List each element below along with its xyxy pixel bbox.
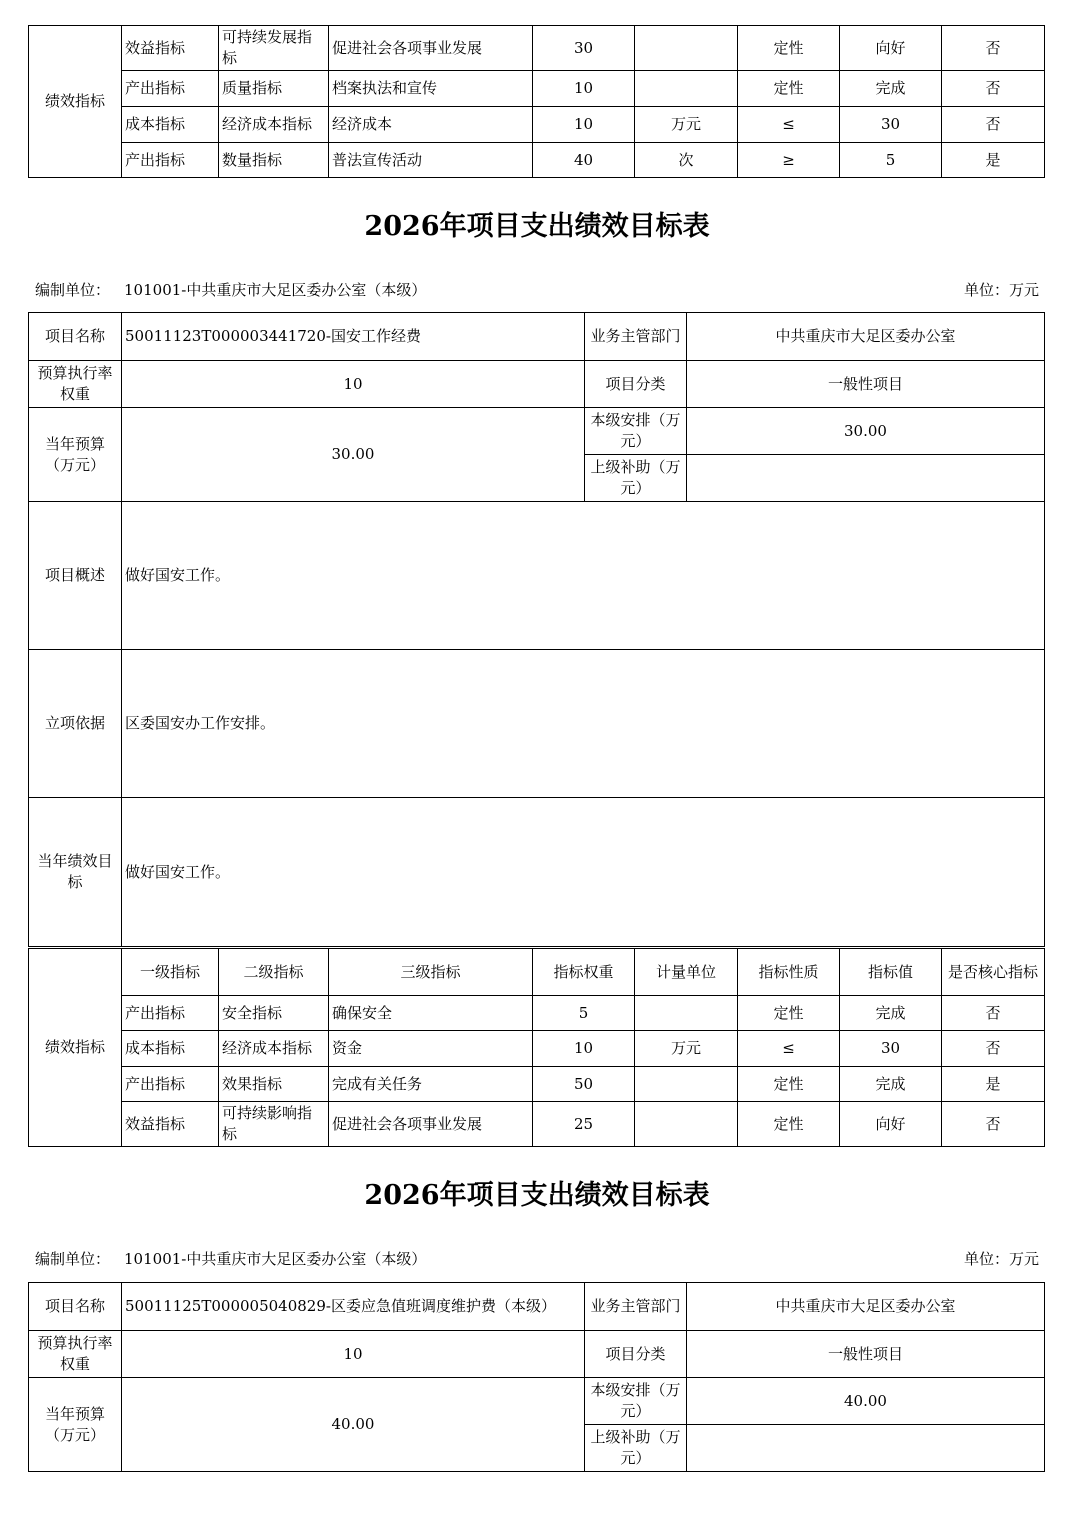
budget-label: 当年预算（万元） [29,408,122,502]
overview-label: 项目概述 [29,502,122,650]
header-level3: 三级指标 [329,949,533,996]
section1-info-table [28,312,1045,947]
section2-org-line [35,1248,1039,1269]
budget-value: 30.00 [122,408,585,502]
header-level1: 一级指标 [122,949,219,996]
project-name-label: 项目名称 [29,1283,122,1331]
value-cell: 5 [840,143,942,178]
dept-label: 业务主管部门 [585,1283,687,1331]
unit-label: 单位：万元 [963,281,1039,299]
nature-cell: 定性 [738,1067,840,1102]
core-cell: 否 [942,26,1045,71]
dept-value: 中共重庆市大足区委办公室 [687,313,1045,361]
value-cell: 30 [840,107,942,143]
local-value: 30.00 [687,408,1045,455]
section2-title: 2026年项目支出绩效目标表 [364,1180,710,1211]
core-cell: 否 [942,996,1045,1031]
org-label: 编制单位： [35,1250,111,1268]
level2-cell: 经济成本指标 [219,107,329,143]
value-cell: 完成 [840,1067,942,1102]
level3-cell: 经济成本 [329,107,533,143]
unit-cell: 万元 [635,1031,738,1067]
header-level2: 二级指标 [219,949,329,996]
org-label: 编制单位： [35,281,111,299]
unit-cell [635,1067,738,1102]
level1-cell: 效益指标 [122,1102,219,1147]
dept-label: 业务主管部门 [585,313,687,361]
level1-cell: 产出指标 [122,996,219,1031]
unit-cell [635,1102,738,1147]
group-label: 绩效指标 [29,26,122,178]
level2-cell: 质量指标 [219,71,329,107]
level3-cell: 促进社会各项事业发展 [329,26,533,71]
section1-performance-table [28,948,1045,1147]
goal-label: 当年绩效目标 [29,798,122,947]
level2-cell: 安全指标 [219,996,329,1031]
category-label: 项目分类 [585,361,687,408]
level2-cell: 可持续发展指标 [219,26,329,71]
upper-label: 上级补助（万元） [585,455,687,502]
weight-cell: 10 [533,1031,635,1067]
org-value: 101001-中共重庆市大足区委办公室（本级） [124,281,427,299]
nature-cell: ≤ [738,107,840,143]
dept-value: 中共重庆市大足区委办公室 [687,1283,1045,1331]
exec-weight-value: 10 [122,361,585,408]
level3-cell: 完成有关任务 [329,1067,533,1102]
weight-cell: 10 [533,71,635,107]
value-cell: 完成 [840,71,942,107]
level3-cell: 普法宣传活动 [329,143,533,178]
level2-cell: 经济成本指标 [219,1031,329,1067]
project-name-value: 50011123T000003441720-国安工作经费 [122,313,585,361]
core-cell: 是 [942,143,1045,178]
header-nature: 指标性质 [738,949,840,996]
nature-cell: ≥ [738,143,840,178]
project-name-value: 50011125T000005040829-区委应急值班调度维护费（本级） [122,1283,585,1331]
level2-cell: 可持续影响指标 [219,1102,329,1147]
exec-weight-label: 预算执行率权重 [29,361,122,408]
unit-cell [635,26,738,71]
exec-weight-label: 预算执行率权重 [29,1331,122,1378]
weight-cell: 25 [533,1102,635,1147]
level2-cell: 效果指标 [219,1067,329,1102]
local-label: 本级安排（万元） [585,408,687,455]
level1-cell: 产出指标 [122,71,219,107]
level1-cell: 成本指标 [122,1031,219,1067]
level3-cell: 确保安全 [329,996,533,1031]
local-label: 本级安排（万元） [585,1378,687,1425]
core-cell: 是 [942,1067,1045,1102]
header-weight: 指标权重 [533,949,635,996]
upper-value [687,1425,1045,1472]
core-cell: 否 [942,1031,1045,1067]
local-value: 40.00 [687,1378,1045,1425]
level1-cell: 产出指标 [122,143,219,178]
nature-cell: 定性 [738,996,840,1031]
budget-value: 40.00 [122,1378,585,1472]
project-name-label: 项目名称 [29,313,122,361]
overview-value: 做好国安工作。 [122,502,1045,650]
category-value: 一般性项目 [687,1331,1045,1378]
unit-label: 单位：万元 [963,1250,1039,1268]
section2-info-table [28,1282,1045,1472]
value-cell: 向好 [840,26,942,71]
value-cell: 30 [840,1031,942,1067]
unit-cell: 万元 [635,107,738,143]
category-label: 项目分类 [585,1331,687,1378]
value-cell: 完成 [840,996,942,1031]
weight-cell: 50 [533,1067,635,1102]
perf-group-label: 绩效指标 [29,949,122,1147]
weight-cell: 30 [533,26,635,71]
header-value: 指标值 [840,949,942,996]
nature-cell: 定性 [738,26,840,71]
core-cell: 否 [942,107,1045,143]
exec-weight-value: 10 [122,1331,585,1378]
nature-cell: 定性 [738,71,840,107]
weight-cell: 5 [533,996,635,1031]
core-cell: 否 [942,1102,1045,1147]
unit-cell [635,71,738,107]
org-value: 101001-中共重庆市大足区委办公室（本级） [124,1250,427,1268]
level1-cell: 成本指标 [122,107,219,143]
level3-cell: 促进社会各项事业发展 [329,1102,533,1147]
goal-value: 做好国安工作。 [122,798,1045,947]
category-value: 一般性项目 [687,361,1045,408]
nature-cell: ≤ [738,1031,840,1067]
level1-cell: 产出指标 [122,1067,219,1102]
basis-value: 区委国安办工作安排。 [122,650,1045,798]
section1-org-line [35,279,1039,300]
header-unit: 计量单位 [635,949,738,996]
unit-cell [635,996,738,1031]
upper-label: 上级补助（万元） [585,1425,687,1472]
level3-cell: 档案执法和宣传 [329,71,533,107]
core-cell: 否 [942,71,1045,107]
level2-cell: 数量指标 [219,143,329,178]
weight-cell: 10 [533,107,635,143]
level3-cell: 资金 [329,1031,533,1067]
unit-cell: 次 [635,143,738,178]
header-core: 是否核心指标 [942,949,1045,996]
value-cell: 向好 [840,1102,942,1147]
nature-cell: 定性 [738,1102,840,1147]
level1-cell: 效益指标 [122,26,219,71]
upper-value [687,455,1045,502]
budget-label: 当年预算（万元） [29,1378,122,1472]
section1-title: 2026年项目支出绩效目标表 [364,211,710,242]
basis-label: 立项依据 [29,650,122,798]
weight-cell: 40 [533,143,635,178]
top-performance-table [28,25,1045,178]
